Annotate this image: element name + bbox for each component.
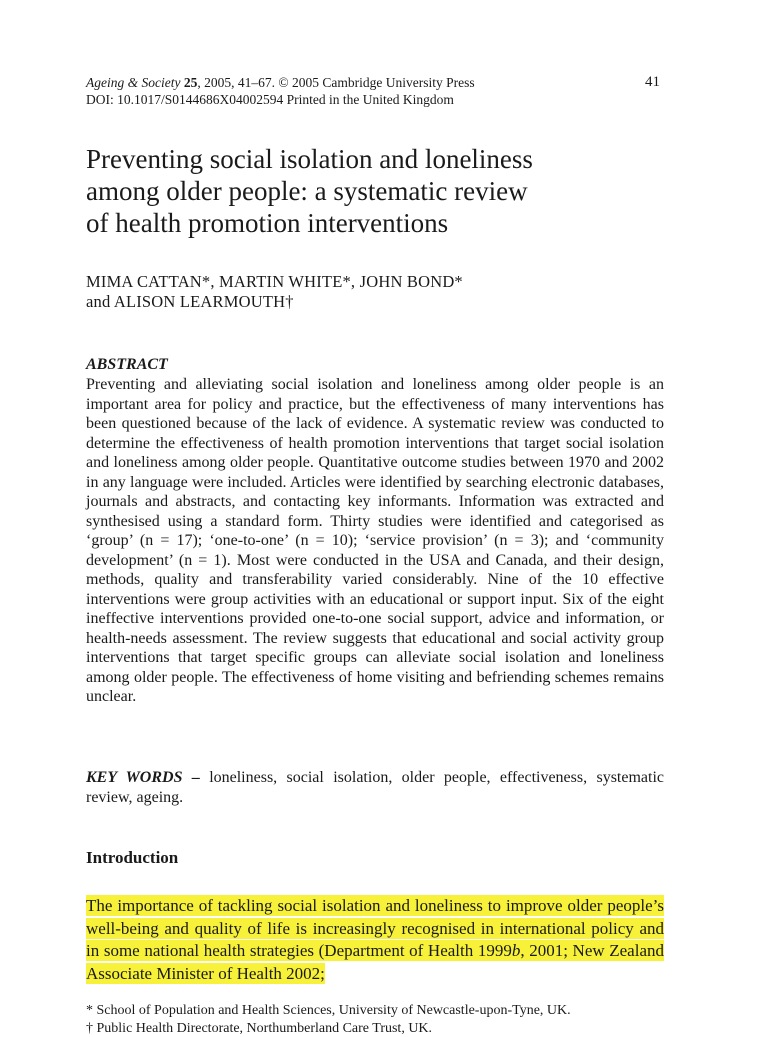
authors-line: and ALISON LEARMOUTH†: [86, 292, 294, 311]
journal-name: Ageing & Society: [86, 75, 181, 90]
running-head: [86, 74, 664, 108]
footnote-affiliation-2: † Public Health Directorate, Northumberland Care Trust, UK.: [86, 1021, 433, 1036]
keywords-label: KEY WORDS –: [86, 769, 200, 786]
keywords: [86, 768, 664, 808]
citation-line: [86, 74, 664, 91]
intro-text-italic: b: [511, 941, 521, 960]
highlighted-text[interactable]: [86, 895, 664, 984]
doi-line: DOI: 10.1017/S0144686X04002594 Printed in the United Kingdom: [86, 92, 454, 107]
title-line: of health promotion interventions: [86, 208, 449, 238]
title-line: among older people: a systematic review: [86, 176, 528, 206]
intro-text-part: The importance of tackling social isolation and loneliness to improve older people’s well-being and quality of life is increasingly recognised in international policy and in some national health strategies (Department of Health 1999: [86, 896, 664, 960]
title-line: Preventing social isolation and loneliness: [86, 144, 533, 174]
journal-volume: 25: [183, 75, 198, 90]
keywords-text: loneliness, social isolation, older people, effectiveness, systematic review, ageing.: [86, 769, 665, 806]
paper-page: [86, 0, 665, 1036]
citation-details: , 2005, 41–67. © 2005 Cambridge University Press: [197, 75, 475, 90]
page-number: 41: [645, 74, 660, 90]
section-heading-introduction: Introduction: [86, 848, 179, 867]
authors-line: MIMA CATTAN*, MARTIN WHITE*, JOHN BOND*: [86, 272, 463, 291]
intro-text-part: , 2001; New Zealand Associate Minister of Health 2002;: [86, 941, 664, 983]
author-list: [86, 272, 664, 312]
abstract-heading: ABSTRACT: [86, 356, 168, 373]
footnote-affiliation-1: * School of Population and Health Sciences, University of Newcastle-upon-Tyne, UK.: [86, 1003, 571, 1018]
article-title: [86, 143, 664, 239]
introduction-paragraph: [86, 895, 664, 985]
abstract-text: Preventing and alleviating social isolation and loneliness among older people is an important area for policy and practice, but the effectiveness of many interventions has been questioned because of the lack of evidence. A systematic review was conducted to determine the effectiveness of health promotion interventions that target social isolation and loneliness among older people. Quantitative outcome studies between 1970 and 2002 in any language were included. Articles were identified by searching electronic databases, journals and abstracts, and contacting key informants. Information was extracted and synthesised using a standard form. Thirty studies were identified and categorised as ‘group’ (n = 17); ‘one-to-one’ (n = 10); ‘service provision’ (n = 3); and ‘community development’ (n = 1). Most were conducted in the USA and Canada, and their design, methods, quality and transferability varied considerably. Nine of the 10 effective interventions were group activities with an educational or support input. Six of the eight ineffective interventions provided one-to-one social support, advice and information, or health-needs assessment. The review suggests that educational and social activity group interventions that target specific groups can alleviate social isolation and loneliness among older people. The effectiveness of home visiting and befriending schemes remains unclear.: [86, 376, 664, 705]
